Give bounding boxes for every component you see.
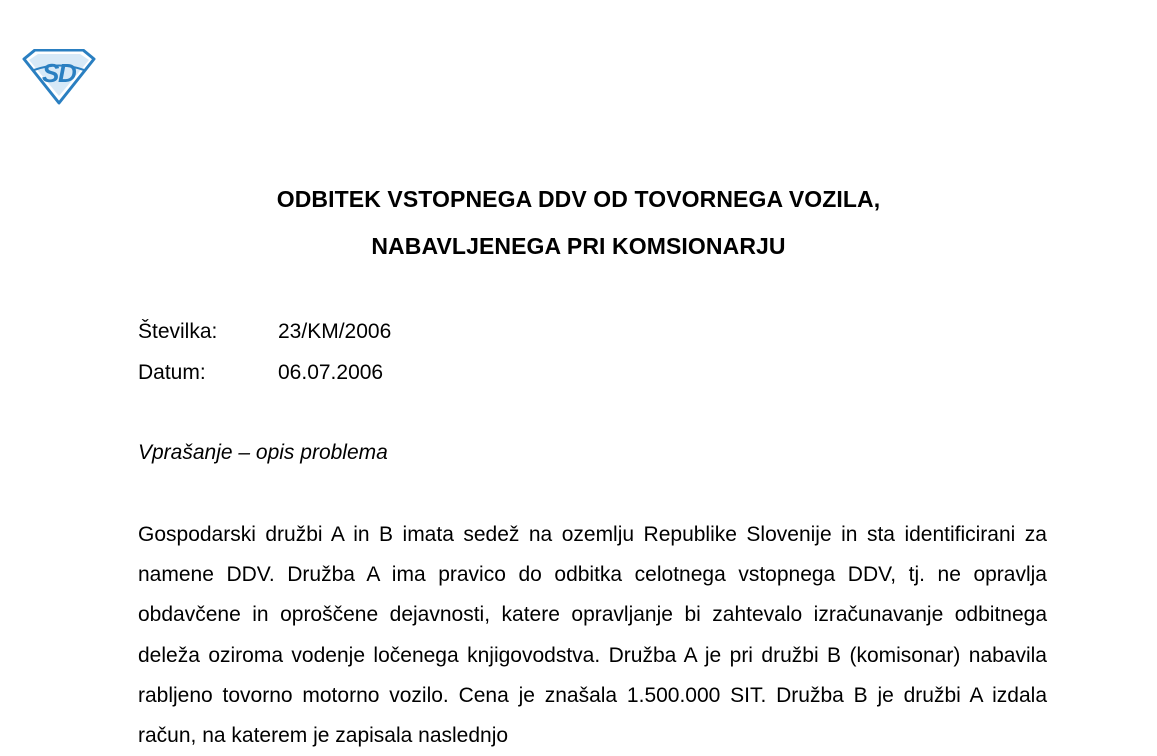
svg-text:S: S	[42, 58, 60, 88]
sd-diamond-logo-icon	[22, 49, 96, 105]
body-paragraph: Gospodarski družbi A in B imata sedež na ozemlju Republike Slovenije in sta identificirani za namene DDV. Družba A ima pravico do odbitka celotnega vstopnega DDV, tj. ne opravlja obdavčene in oproščene dejavnosti, katere opravljanje bi zahtevalo izračunavanje odbitnega deleža oziroma vodenje ločenega knjigovodstva. Družba A je pri družbi B (komisonar) nabavila rabljeno tovorno motorno vozilo. Cena je znašala 1.500.000 SIT. Družba B je družbi A izdala račun, na katerem je zapisala naslednjo	[138, 523, 1047, 748]
section-heading: Vprašanje – opis problema	[138, 441, 388, 464]
number-value: 23/KM/2006	[278, 320, 392, 343]
number-label: Številka:	[138, 320, 218, 343]
svg-text:D: D	[58, 58, 77, 88]
document-title-line-1: ODBITEK VSTOPNEGA DDV OD TOVORNEGA VOZILA,	[276, 186, 881, 212]
document-title-line-2: NABAVLJENEGA PRI KOMSIONARJU	[371, 233, 786, 259]
date-label: Datum:	[138, 361, 206, 384]
date-value: 06.07.2006	[278, 361, 384, 384]
